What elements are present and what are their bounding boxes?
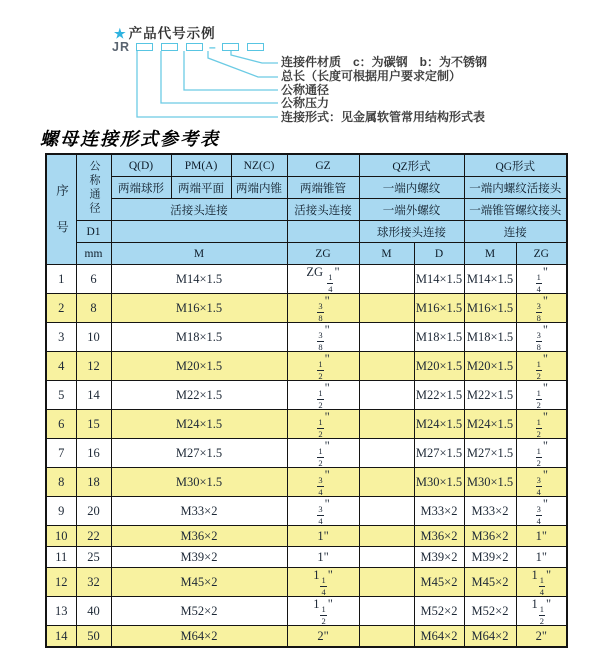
cell-qz-m xyxy=(359,468,414,497)
cell-qz-d: M33×2 xyxy=(414,497,464,526)
table-row xyxy=(46,265,567,294)
fraction: $\frac{1}{2}$ xyxy=(318,388,323,410)
product-code-heading-text: 产品代号示例 xyxy=(128,26,216,41)
table-row xyxy=(46,381,567,410)
fraction: $\frac{1}{4}$ xyxy=(539,575,544,597)
cell-no: 4 xyxy=(46,352,76,381)
cell-qg-zg: $\frac{1}{4}$ " xyxy=(516,265,567,294)
fraction: $\frac{3}{4}$ xyxy=(536,504,541,526)
table-row xyxy=(46,568,567,597)
cell-gz-zg: 2" xyxy=(287,626,359,648)
header-d1: D1 xyxy=(76,221,111,243)
cell-mm: 6 xyxy=(76,265,111,294)
cell-gz-zg: $\frac{1}{2}$ " xyxy=(287,352,359,381)
header-mm: mm xyxy=(76,243,111,265)
fraction: $\frac{3}{8}$ xyxy=(536,330,541,352)
table-row xyxy=(46,352,567,381)
cell-no: 14 xyxy=(46,626,76,648)
cell-no: 7 xyxy=(46,439,76,468)
cell-qz-m xyxy=(359,547,414,568)
cell-qg-m: M52×2 xyxy=(464,597,516,626)
cell-gz-zg: 1 $\frac{1}{2}$ " xyxy=(287,597,359,626)
cell-qg-zg: $\frac{3}{4}$ " xyxy=(516,497,567,526)
table-row xyxy=(46,294,567,323)
cell-mm: 18 xyxy=(76,468,111,497)
cell-gz-zg: $\frac{1}{2}$ " xyxy=(287,381,359,410)
cell-qz-d: M39×2 xyxy=(414,547,464,568)
fraction: $\frac{1}{2}$ xyxy=(318,446,323,468)
cell-m: M18×1.5 xyxy=(111,323,287,352)
cell-no: 1 xyxy=(46,265,76,294)
cell-gz-zg: $\frac{1}{2}$ " xyxy=(287,439,359,468)
header-conn-qg: 连接 xyxy=(464,221,567,243)
cell-gz-zg: $\frac{1}{2}$ " xyxy=(287,410,359,439)
cell-mm: 10 xyxy=(76,323,111,352)
cell-gz-zg: $\frac{3}{8}$ " xyxy=(287,323,359,352)
cell-qz-d: M45×2 xyxy=(414,568,464,597)
cell-qg-m: M36×2 xyxy=(464,526,516,547)
cell-m: M39×2 xyxy=(111,547,287,568)
cell-m: M16×1.5 xyxy=(111,294,287,323)
label-connection-form: 连接形式：见金属软管常用结构形式表 xyxy=(281,110,486,124)
cell-qz-m xyxy=(359,352,414,381)
table-row xyxy=(46,497,567,526)
cell-qz-m xyxy=(359,526,414,547)
header-qz-sub-d: D xyxy=(414,243,464,265)
cell-m: M30×1.5 xyxy=(111,468,287,497)
fraction: $\frac{3}{8}$ xyxy=(318,330,323,352)
cell-mm: 25 xyxy=(76,547,111,568)
cell-qz-m xyxy=(359,497,414,526)
fraction: $\frac{1}{2}$ xyxy=(536,388,541,410)
header-desc-nz: 两端内锥 xyxy=(231,177,287,199)
cell-m: M14×1.5 xyxy=(111,265,287,294)
cell-qz-d: M36×2 xyxy=(414,526,464,547)
star-icon: ★ xyxy=(114,26,127,41)
fraction: $\frac{1}{2}$ xyxy=(539,604,544,626)
cell-m: M24×1.5 xyxy=(111,410,287,439)
table-row xyxy=(46,526,567,547)
fraction: $\frac{3}{4}$ xyxy=(318,475,323,497)
table-header xyxy=(46,154,567,265)
cell-qg-m: M24×1.5 xyxy=(464,410,516,439)
table-row xyxy=(46,439,567,468)
code-prefix: JR xyxy=(112,40,130,54)
fraction: $\frac{1}{2}$ xyxy=(321,604,326,626)
cell-no: 5 xyxy=(46,381,76,410)
cell-no: 11 xyxy=(46,547,76,568)
cell-no: 2 xyxy=(46,294,76,323)
header-desc-gz: 两端锥管 xyxy=(287,177,359,199)
header-code-qg: QG形式 xyxy=(464,154,567,177)
header-desc-qz: 一端内螺纹 xyxy=(359,177,464,199)
header-desc-pm: 两端平面 xyxy=(171,177,231,199)
cell-no: 13 xyxy=(46,597,76,626)
cell-m: M33×2 xyxy=(111,497,287,526)
cell-gz-zg: 1 $\frac{1}{4}$ " xyxy=(287,568,359,597)
cell-gz-zg: $\frac{3}{4}$ " xyxy=(287,497,359,526)
fraction: $\frac{1}{4}$ xyxy=(328,272,333,294)
cell-mm: 20 xyxy=(76,497,111,526)
fraction: $\frac{3}{8}$ xyxy=(318,301,323,323)
fraction: $\frac{1}{4}$ xyxy=(321,575,326,597)
cell-no: 12 xyxy=(46,568,76,597)
cell-no: 3 xyxy=(46,323,76,352)
cell-gz-zg: 1" xyxy=(287,547,359,568)
cell-mm: 14 xyxy=(76,381,111,410)
cell-qg-m: M20×1.5 xyxy=(464,352,516,381)
cell-qg-zg: 1 $\frac{1}{2}$ " xyxy=(516,597,567,626)
cell-qz-d: M18×1.5 xyxy=(414,323,464,352)
cell-mm: 22 xyxy=(76,526,111,547)
cell-qz-m xyxy=(359,294,414,323)
fraction: $\frac{1}{2}$ xyxy=(318,417,323,439)
code-separator: – xyxy=(208,40,216,54)
cell-m: M64×2 xyxy=(111,626,287,648)
cell-qg-zg: 1" xyxy=(516,547,567,568)
cell-mm: 12 xyxy=(76,352,111,381)
cell-qg-zg: $\frac{1}{2}$ " xyxy=(516,352,567,381)
label-total-length: 总长（长度可根据用户要求定制） xyxy=(281,69,462,83)
header-empty-main xyxy=(111,221,287,243)
header-code-qz: QZ形式 xyxy=(359,154,464,177)
cell-gz-zg: 1" xyxy=(287,526,359,547)
cell-qz-m xyxy=(359,265,414,294)
cell-no: 9 xyxy=(46,497,76,526)
header-xuhao: 序号 xyxy=(46,154,76,265)
cell-qz-m xyxy=(359,626,414,648)
header-qz-sub-m: M xyxy=(359,243,414,265)
table-row xyxy=(46,547,567,568)
cell-qg-m: M16×1.5 xyxy=(464,294,516,323)
cell-qg-m: M18×1.5 xyxy=(464,323,516,352)
cell-qz-d: M22×1.5 xyxy=(414,381,464,410)
cell-qg-zg: $\frac{3}{8}$ " xyxy=(516,294,567,323)
table-row xyxy=(46,468,567,497)
cell-qz-m xyxy=(359,439,414,468)
cell-mm: 50 xyxy=(76,626,111,648)
header-empty-gz xyxy=(287,221,359,243)
cell-qz-d: M30×1.5 xyxy=(414,468,464,497)
fraction: $\frac{1}{2}$ xyxy=(536,417,541,439)
header-code-q: Q(D) xyxy=(111,154,171,177)
header-qg-sub-zg: ZG xyxy=(516,243,567,265)
cell-qg-m: M27×1.5 xyxy=(464,439,516,468)
cell-m: M45×2 xyxy=(111,568,287,597)
cell-qz-d: M64×2 xyxy=(414,626,464,648)
cell-qz-d: M27×1.5 xyxy=(414,439,464,468)
fraction: $\frac{1}{2}$ xyxy=(536,446,541,468)
cell-qg-m: M39×2 xyxy=(464,547,516,568)
header-qg-sub-m: M xyxy=(464,243,516,265)
fraction: $\frac{1}{4}$ xyxy=(536,272,541,294)
cell-qz-d: M16×1.5 xyxy=(414,294,464,323)
cell-m: M27×1.5 xyxy=(111,439,287,468)
cell-qg-zg: $\frac{3}{8}$ " xyxy=(516,323,567,352)
header-zg-gz: ZG xyxy=(287,243,359,265)
table-row xyxy=(46,410,567,439)
header-code-gz: GZ xyxy=(287,154,359,177)
label-material: 连接件材质 c：为碳钢 b：为不锈钢 xyxy=(281,55,488,69)
fraction: $\frac{1}{2}$ xyxy=(318,359,323,381)
cell-qg-m: M14×1.5 xyxy=(464,265,516,294)
header-conn-qz: 球形接头连接 xyxy=(359,221,464,243)
table-title: 螺母连接形式参考表 xyxy=(40,129,220,150)
cell-m: M36×2 xyxy=(111,526,287,547)
cell-qz-m xyxy=(359,568,414,597)
cell-qg-zg: $\frac{3}{4}$ " xyxy=(516,468,567,497)
cell-qg-zg: $\frac{1}{2}$ " xyxy=(516,381,567,410)
cell-qz-d: M24×1.5 xyxy=(414,410,464,439)
header-desc-qg: 一端内螺纹活接头 xyxy=(464,177,567,199)
cell-qg-m: M45×2 xyxy=(464,568,516,597)
header-desc2-qz: 一端外螺纹 xyxy=(359,199,464,221)
cell-m: M52×2 xyxy=(111,597,287,626)
cell-qz-d: M52×2 xyxy=(414,597,464,626)
table-row xyxy=(46,323,567,352)
table-row xyxy=(46,597,567,626)
header-desc2-qg: 一端锥管螺纹接头 xyxy=(464,199,567,221)
cell-qg-zg: 1 $\frac{1}{4}$ " xyxy=(516,568,567,597)
cell-qg-zg: 2" xyxy=(516,626,567,648)
cell-qz-d: M20×1.5 xyxy=(414,352,464,381)
fraction: $\frac{3}{8}$ xyxy=(536,301,541,323)
fraction: $\frac{1}{2}$ xyxy=(536,359,541,381)
header-live-conn-main: 活接头连接 xyxy=(111,199,287,221)
nut-connection-table xyxy=(45,153,568,648)
header-live-conn-gz: 活接头连接 xyxy=(287,199,359,221)
cell-gz-zg: $\frac{3}{8}$ " xyxy=(287,294,359,323)
cell-qg-m: M22×1.5 xyxy=(464,381,516,410)
cell-m: M22×1.5 xyxy=(111,381,287,410)
label-nominal-diameter: 公称通径 xyxy=(281,83,330,97)
header-code-pm: PM(A) xyxy=(171,154,231,177)
fraction: $\frac{3}{4}$ xyxy=(536,475,541,497)
cell-no: 10 xyxy=(46,526,76,547)
label-nominal-pressure: 公称压力 xyxy=(281,96,330,110)
header-desc-q: 两端球形 xyxy=(111,177,171,199)
cell-qg-m: M30×1.5 xyxy=(464,468,516,497)
table-row xyxy=(46,626,567,648)
cell-mm: 16 xyxy=(76,439,111,468)
cell-mm: 40 xyxy=(76,597,111,626)
cell-no: 6 xyxy=(46,410,76,439)
header-code-nz: NZ(C) xyxy=(231,154,287,177)
cell-mm: 8 xyxy=(76,294,111,323)
cell-qg-zg: 1" xyxy=(516,526,567,547)
cell-qz-m xyxy=(359,410,414,439)
cell-no: 8 xyxy=(46,468,76,497)
cell-gz-zg: ZG $\frac{1}{4}$ " xyxy=(287,265,359,294)
cell-qz-m xyxy=(359,597,414,626)
cell-qg-zg: $\frac{1}{2}$ " xyxy=(516,439,567,468)
cell-qz-m xyxy=(359,323,414,352)
cell-qg-m: M64×2 xyxy=(464,626,516,648)
table-body xyxy=(46,265,567,648)
cell-mm: 15 xyxy=(76,410,111,439)
cell-mm: 32 xyxy=(76,568,111,597)
cell-qz-d: M14×1.5 xyxy=(414,265,464,294)
header-gongcheng-tongjing: 公称通径 xyxy=(76,154,111,221)
cell-m: M20×1.5 xyxy=(111,352,287,381)
cell-gz-zg: $\frac{3}{4}$ " xyxy=(287,468,359,497)
cell-qg-m: M33×2 xyxy=(464,497,516,526)
cell-qg-zg: $\frac{1}{2}$ " xyxy=(516,410,567,439)
header-m-main: M xyxy=(111,243,287,265)
fraction: $\frac{3}{4}$ xyxy=(318,504,323,526)
cell-qz-m xyxy=(359,381,414,410)
